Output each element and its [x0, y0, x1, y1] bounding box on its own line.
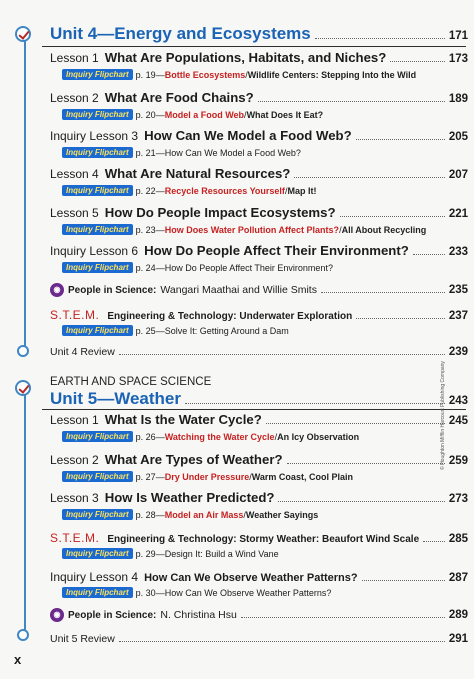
people-in-science-entry[interactable]: [68, 284, 468, 296]
stem-entry[interactable]: [50, 308, 468, 322]
flipchart-reference: [62, 109, 466, 120]
flipchart-page: p. 20—: [135, 109, 165, 120]
people-in-science-entry[interactable]: [68, 609, 468, 621]
activity-link[interactable]: All About Recycling: [341, 224, 427, 235]
lesson-title: What Are Populations, Habitats, and Niches?: [104, 50, 387, 65]
activity-link[interactable]: Recycle Resources Yourself: [164, 185, 285, 196]
lesson-number: Lesson 2: [50, 453, 99, 467]
lesson-number: Lesson 1: [50, 413, 99, 427]
activity-link[interactable]: Weather Sayings: [245, 509, 319, 520]
leader-dots: [278, 501, 444, 502]
people-label: People in Science:: [68, 610, 157, 621]
lesson-entry[interactable]: [50, 128, 468, 143]
lesson-entry[interactable]: [50, 452, 468, 467]
activity-link[interactable]: What Does It Eat?: [246, 109, 324, 120]
leader-dots: [362, 580, 445, 581]
activity-link[interactable]: Dry Under Pressure: [164, 471, 250, 482]
leader-dots: [258, 101, 445, 102]
flipchart-reference: [62, 509, 466, 520]
lesson-number: Lesson 5: [50, 206, 99, 220]
flipchart-page: p. 21—How Can We Model a Food Web?: [135, 147, 301, 158]
activity-link[interactable]: Map It!: [287, 185, 317, 196]
lesson-title: What Are Food Chains?: [104, 90, 254, 105]
lesson-page: 245: [448, 415, 468, 427]
activity-link[interactable]: Warm Coast, Cool Plain: [251, 471, 353, 482]
flipchart-page: p. 26—: [135, 431, 165, 442]
separator: /: [249, 471, 252, 482]
flipchart-reference: [62, 147, 466, 158]
leader-dots: [356, 318, 445, 319]
flipchart-page: p. 24—How Do People Affect Their Environment?: [135, 262, 333, 273]
lesson-number: Lesson 2: [50, 91, 99, 105]
unit5-title: Unit 5—Weather: [50, 389, 181, 408]
lesson-title: What Is the Water Cycle?: [104, 412, 262, 427]
people-page: 289: [448, 609, 468, 621]
flipchart-page: p. 28—: [135, 509, 165, 520]
leader-dots: [119, 354, 445, 355]
lesson-page: 273: [448, 493, 468, 505]
lesson-page: 189: [448, 93, 468, 105]
checkmark-circle-icon: [15, 380, 31, 396]
stem-label: S.T.E.M.: [50, 308, 100, 322]
lesson-entry[interactable]: [50, 90, 468, 105]
lesson-number: Lesson 1: [50, 51, 99, 65]
activity-link[interactable]: An Icy Observation: [277, 431, 360, 442]
lesson-number: Lesson 3: [50, 491, 99, 505]
activity-link[interactable]: Bottle Ecosystems: [164, 69, 246, 80]
unit5-review[interactable]: [50, 633, 468, 645]
activity-link[interactable]: Model a Food Web: [164, 109, 245, 120]
lesson-entry[interactable]: [50, 50, 468, 65]
inquiry-flipchart-badge: Inquiry Flipchart: [62, 69, 133, 80]
stem-page: 237: [448, 310, 468, 322]
review-title: Unit 4 Review: [50, 346, 115, 358]
checkmark-circle-icon: [15, 26, 31, 42]
flipchart-reference: [62, 471, 466, 482]
leader-dots: [294, 177, 444, 178]
flipchart-reference: [62, 587, 466, 598]
unit5-page: 243: [448, 395, 468, 407]
inquiry-flipchart-badge: Inquiry Flipchart: [62, 587, 133, 598]
flipchart-reference: [62, 185, 466, 196]
inquiry-flipchart-badge: Inquiry Flipchart: [62, 548, 133, 559]
lesson-title: How Do People Impact Ecosystems?: [104, 205, 336, 220]
separator: /: [339, 224, 342, 235]
lesson-number: Lesson 4: [50, 167, 99, 181]
unit4-heading[interactable]: [50, 24, 468, 44]
activity-link[interactable]: Watching the Water Cycle: [164, 431, 275, 442]
unit5-heading[interactable]: [50, 389, 468, 409]
lesson-title: How Do People Affect Their Environment?: [144, 243, 409, 258]
leader-dots: [315, 38, 445, 39]
flipchart-page: p. 27—: [135, 471, 165, 482]
stem-title: Engineering & Technology: Underwater Exploration: [107, 311, 353, 322]
inquiry-flipchart-badge: Inquiry Flipchart: [62, 185, 133, 196]
separator: /: [244, 109, 247, 120]
lesson-title: How Can We Model a Food Web?: [144, 128, 352, 143]
lesson-number: Inquiry Lesson 6: [50, 244, 139, 258]
lesson-entry[interactable]: [50, 243, 468, 258]
lesson-page: 221: [448, 208, 468, 220]
people-in-science-icon: ◉: [50, 608, 64, 622]
review-title: Unit 5 Review: [50, 633, 115, 645]
separator: /: [284, 185, 288, 196]
activity-link[interactable]: Wildlife Centers: Stepping Into the Wild: [247, 69, 417, 80]
leader-dots: [423, 541, 445, 542]
lesson-page: 205: [448, 131, 468, 143]
lesson-entry[interactable]: [50, 166, 468, 181]
section-label: EARTH AND SPACE SCIENCE: [50, 376, 212, 388]
lesson-entry[interactable]: [50, 570, 468, 584]
leader-dots: [356, 139, 445, 140]
flipchart-page: p. 23—: [135, 224, 165, 235]
separator: /: [245, 69, 248, 80]
leader-dots: [266, 423, 445, 424]
leader-dots: [340, 216, 445, 217]
timeline-node-icon: [17, 629, 29, 641]
inquiry-flipchart-badge: Inquiry Flipchart: [62, 431, 133, 442]
flipchart-page: p. 19—: [135, 69, 165, 80]
leader-dots: [321, 292, 445, 293]
unit5-rule: [42, 409, 466, 410]
flipchart-reference: [62, 431, 466, 442]
timeline-spine-unit5: [24, 394, 26, 634]
unit4-review[interactable]: [50, 346, 468, 358]
leader-dots: [287, 463, 445, 464]
people-label: People in Science:: [68, 285, 157, 296]
unit4-page: 171: [448, 30, 468, 42]
lesson-entry[interactable]: [50, 490, 468, 505]
leader-dots: [390, 61, 444, 62]
separator: /: [274, 431, 278, 442]
flipchart-reference: [62, 69, 466, 80]
inquiry-flipchart-badge: Inquiry Flipchart: [62, 471, 133, 482]
inquiry-flipchart-badge: Inquiry Flipchart: [62, 224, 133, 235]
lesson-title: What Are Natural Resources?: [104, 166, 291, 181]
stem-page: 285: [448, 533, 468, 545]
lesson-title: How Can We Observe Weather Patterns?: [144, 572, 358, 584]
leader-dots: [241, 617, 445, 618]
flipchart-reference: [62, 548, 466, 559]
stem-label: S.T.E.M.: [50, 531, 100, 545]
leader-dots: [413, 254, 445, 255]
stem-entry[interactable]: [50, 531, 468, 545]
lesson-page: 287: [448, 572, 468, 584]
lesson-page: 259: [448, 455, 468, 467]
lesson-number: Inquiry Lesson 4: [50, 570, 139, 584]
people-names: N. Christina Hsu: [160, 609, 237, 621]
stem-title: Engineering & Technology: Stormy Weather: Beaufort Wind Scale: [107, 534, 420, 545]
copyright-notice: © Houghton Mifflin Harcourt Publishing Company: [440, 361, 446, 470]
flipchart-page: p. 22—: [135, 185, 165, 196]
flipchart-reference: [62, 325, 466, 336]
separator: /: [243, 509, 246, 520]
inquiry-flipchart-badge: Inquiry Flipchart: [62, 325, 133, 336]
lesson-page: 207: [448, 169, 468, 181]
flipchart-page: p. 29—Design It: Build a Wind Vane: [135, 548, 279, 559]
unit4-title: Unit 4—Energy and Ecosystems: [50, 24, 311, 43]
inquiry-flipchart-badge: Inquiry Flipchart: [62, 509, 133, 520]
unit4-rule: [42, 46, 466, 47]
review-page: 239: [448, 346, 468, 358]
lesson-page: 233: [448, 246, 468, 258]
lesson-title: How Is Weather Predicted?: [104, 490, 275, 505]
timeline-spine-unit4: [24, 38, 26, 350]
review-page: 291: [448, 633, 468, 645]
inquiry-flipchart-badge: Inquiry Flipchart: [62, 262, 133, 273]
lesson-number: Inquiry Lesson 3: [50, 129, 139, 143]
people-in-science-icon: ◉: [50, 283, 64, 297]
flipchart-page: p. 30—How Can We Observe Weather Patterns?: [135, 587, 332, 598]
people-page: 235: [448, 284, 468, 296]
flipchart-reference: [62, 262, 466, 273]
lesson-page: 173: [448, 53, 468, 65]
activity-link[interactable]: How Does Water Pollution Affect Plants?: [164, 224, 340, 235]
leader-dots: [185, 403, 445, 404]
people-names: Wangari Maathai and Willie Smits: [160, 284, 317, 296]
inquiry-flipchart-badge: Inquiry Flipchart: [62, 109, 133, 120]
leader-dots: [119, 641, 445, 642]
lesson-title: What Are Types of Weather?: [104, 452, 283, 467]
lesson-entry[interactable]: [50, 412, 468, 427]
page-number: x: [14, 652, 22, 667]
timeline-node-icon: [17, 345, 29, 357]
flipchart-reference: [62, 224, 466, 235]
lesson-entry[interactable]: [50, 205, 468, 220]
flipchart-page: p. 25—Solve It: Getting Around a Dam: [135, 325, 289, 336]
activity-link[interactable]: Model an Air Mass: [164, 509, 244, 520]
inquiry-flipchart-badge: Inquiry Flipchart: [62, 147, 133, 158]
